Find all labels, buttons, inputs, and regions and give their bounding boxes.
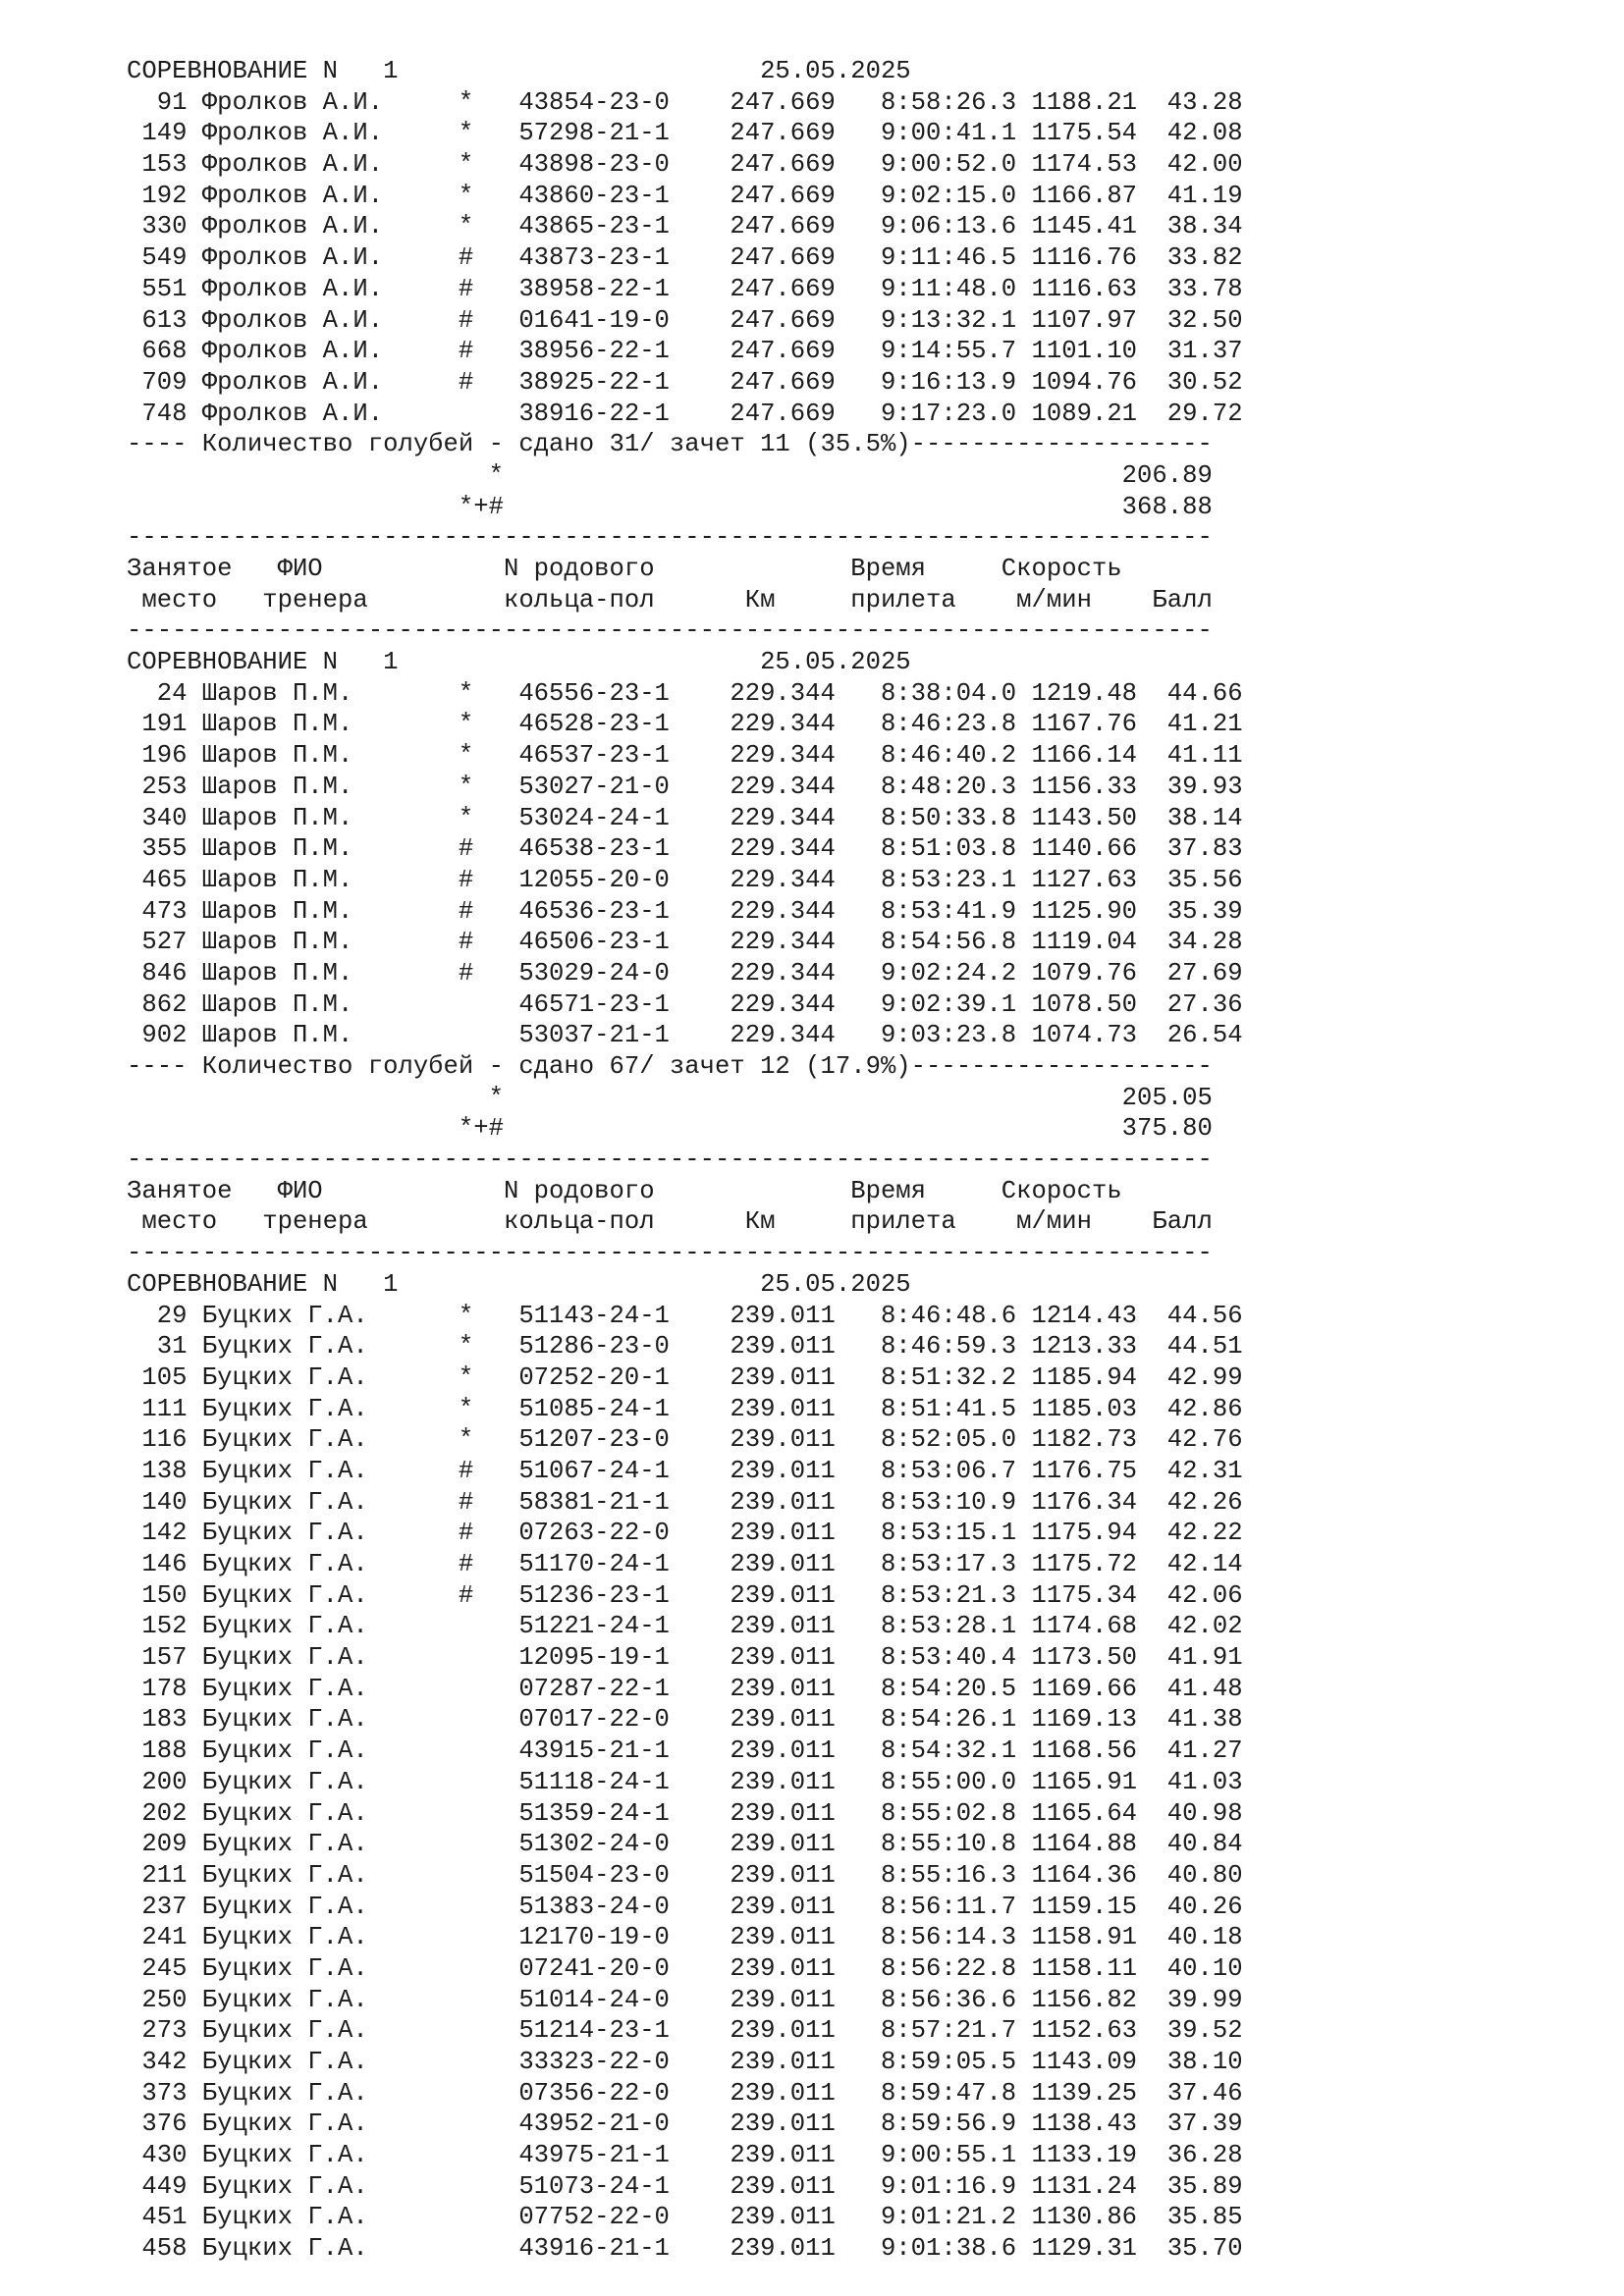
competition-title: СОРЕВНОВАНИЕ N 1 25.05.2025	[127, 1269, 911, 1299]
table-row: 140 Буцких Г.А. # 58381-21-1 239.011 8:53:10.9 1176.34 42.26	[127, 1487, 1243, 1517]
table-row: 149 Фролков А.И. * 57298-21-1 247.669 9:00:41.1 1175.54 42.08	[127, 119, 1243, 148]
table-row: 253 Шаров П.М. * 53027-21-0 229.344 8:48:20.3 1156.33 39.93	[127, 772, 1243, 801]
table-row: 116 Буцких Г.А. * 51207-23-0 239.011 8:52:05.0 1182.73 42.76	[127, 1425, 1243, 1455]
table-row: 183 Буцких Г.А. 07017-22-0 239.011 8:54:26.1 1169.13 41.38	[127, 1705, 1243, 1735]
table-row: 330 Фролков А.И. * 43865-23-1 247.669 9:06:13.6 1145.41 38.34	[127, 212, 1243, 241]
table-row: 376 Буцких Г.А. 43952-21-0 239.011 8:59:56.9 1138.43 37.39	[127, 2109, 1243, 2139]
competition-title: СОРЕВНОВАНИЕ N 1 25.05.2025	[127, 57, 911, 85]
divider-line: ------------------------------------------------------------------------	[127, 616, 1213, 646]
table-header-line2: место тренера кольца-пол Км прилета м/мин Балл	[127, 1207, 1213, 1237]
table-row: 245 Буцких Г.А. 07241-20-0 239.011 8:56:22.8 1158.11 40.10	[127, 1953, 1243, 1983]
summary-line: ---- Количество голубей - сдано 67/ зачет 12 (17.9%)--------------------	[127, 1052, 1213, 1081]
table-row: 465 Шаров П.М. # 12055-20-0 229.344 8:53:23.1 1127.63 35.56	[127, 865, 1243, 894]
table-row: 178 Буцких Г.А. 07287-22-1 239.011 8:54:20.5 1169.66 41.48	[127, 1674, 1243, 1703]
table-row: 31 Буцких Г.А. * 51286-23-0 239.011 8:46:59.3 1213.33 44.51	[127, 1332, 1243, 1362]
table-header-line1: Занятое ФИО N родового Время Скорость	[127, 1176, 1122, 1205]
table-row: 200 Буцких Г.А. 51118-24-1 239.011 8:55:00.0 1165.91 41.03	[127, 1767, 1243, 1796]
table-row: 196 Шаров П.М. * 46537-23-1 229.344 8:46:40.2 1166.14 41.11	[127, 741, 1243, 771]
table-row: 192 Фролков А.И. * 43860-23-1 247.669 9:02:15.0 1166.87 41.19	[127, 181, 1243, 210]
table-row: 111 Буцких Г.А. * 51085-24-1 239.011 8:51:41.5 1185.03 42.86	[127, 1394, 1243, 1423]
table-row: 613 Фролков А.И. # 01641-19-0 247.669 9:13:32.1 1107.97 32.50	[127, 305, 1243, 335]
table-row: 549 Фролков А.И. # 43873-23-1 247.669 9:11:46.5 1116.76 33.82	[127, 243, 1243, 273]
table-row: 846 Шаров П.М. # 53029-24-0 229.344 9:02:24.2 1079.76 27.69	[127, 958, 1243, 988]
table-row: 473 Шаров П.М. # 46536-23-1 229.344 8:53:41.9 1125.90 35.39	[127, 896, 1243, 926]
table-row: 24 Шаров П.М. * 46556-23-1 229.344 8:38:04.0 1219.48 44.66	[127, 678, 1243, 708]
table-row: 373 Буцких Г.А. 07356-22-0 239.011 8:59:47.8 1139.25 37.46	[127, 2078, 1243, 2108]
divider-line: ------------------------------------------------------------------------	[127, 1146, 1213, 1175]
table-row: 191 Шаров П.М. * 46528-23-1 229.344 8:46:23.8 1167.76 41.21	[127, 710, 1243, 739]
results-report	[127, 56, 1599, 2265]
table-row: 157 Буцких Г.А. 12095-19-1 239.011 8:53:40.4 1173.50 41.91	[127, 1643, 1243, 1673]
table-row: 551 Фролков А.И. # 38958-22-1 247.669 9:11:48.0 1116.63 33.78	[127, 274, 1243, 303]
table-row: 241 Буцких Г.А. 12170-19-0 239.011 8:56:14.3 1158.91 40.18	[127, 1923, 1243, 1952]
total-line: *+# 368.88	[127, 492, 1213, 521]
table-row: 458 Буцких Г.А. 43916-21-1 239.011 9:01:38.6 1129.31 35.70	[127, 2234, 1243, 2264]
table-row: 250 Буцких Г.А. 51014-24-0 239.011 8:56:36.6 1156.82 39.99	[127, 1985, 1243, 2014]
table-row: 188 Буцких Г.А. 43915-21-1 239.011 8:54:32.1 1168.56 41.27	[127, 1736, 1243, 1766]
table-row: 340 Шаров П.М. * 53024-24-1 229.344 8:50:33.8 1143.50 38.14	[127, 803, 1243, 832]
total-line: * 206.89	[127, 460, 1213, 490]
table-row: 273 Буцких Г.А. 51214-23-1 239.011 8:57:21.7 1152.63 39.52	[127, 2016, 1243, 2046]
table-row: 902 Шаров П.М. 53037-21-1 229.344 9:03:23.8 1074.73 26.54	[127, 1021, 1243, 1050]
table-row: 527 Шаров П.М. # 46506-23-1 229.344 8:54:56.8 1119.04 34.28	[127, 928, 1243, 957]
table-row: 668 Фролков А.И. # 38956-22-1 247.669 9:14:55.7 1101.10 31.37	[127, 337, 1243, 366]
competition-title: СОРЕВНОВАНИЕ N 1 25.05.2025	[127, 648, 911, 677]
table-row: 202 Буцких Г.А. 51359-24-1 239.011 8:55:02.8 1165.64 40.98	[127, 1798, 1243, 1828]
table-row: 138 Буцких Г.А. # 51067-24-1 239.011 8:53:06.7 1176.75 42.31	[127, 1456, 1243, 1485]
divider-line: ------------------------------------------------------------------------	[127, 1239, 1213, 1268]
table-row: 449 Буцких Г.А. 51073-24-1 239.011 9:01:16.9 1131.24 35.89	[127, 2171, 1243, 2201]
table-row: 237 Буцких Г.А. 51383-24-0 239.011 8:56:11.7 1159.15 40.26	[127, 1892, 1243, 1921]
table-row: 146 Буцких Г.А. # 51170-24-1 239.011 8:53:17.3 1175.72 42.14	[127, 1550, 1243, 1578]
table-row: 211 Буцких Г.А. 51504-23-0 239.011 8:55:16.3 1164.36 40.80	[127, 1860, 1243, 1890]
table-row: 748 Фролков А.И. 38916-22-1 247.669 9:17:23.0 1089.21 29.72	[127, 399, 1243, 428]
divider-line: ------------------------------------------------------------------------	[127, 523, 1213, 553]
total-line: * 205.05	[127, 1083, 1213, 1112]
table-row: 150 Буцких Г.А. # 51236-23-1 239.011 8:53:21.3 1175.34 42.06	[127, 1580, 1243, 1610]
table-row: 355 Шаров П.М. # 46538-23-1 229.344 8:51:03.8 1140.66 37.83	[127, 834, 1243, 864]
table-row: 430 Буцких Г.А. 43975-21-1 239.011 9:00:55.1 1133.19 36.28	[127, 2141, 1243, 2170]
table-row: 29 Буцких Г.А. * 51143-24-1 239.011 8:46:48.6 1214.43 44.56	[127, 1301, 1243, 1330]
table-row: 209 Буцких Г.А. 51302-24-0 239.011 8:55:10.8 1164.88 40.84	[127, 1830, 1243, 1859]
table-row: 152 Буцких Г.А. 51221-24-1 239.011 8:53:28.1 1174.68 42.02	[127, 1612, 1243, 1641]
table-row: 709 Фролков А.И. # 38925-22-1 247.669 9:16:13.9 1094.76 30.52	[127, 367, 1243, 397]
summary-line: ---- Количество голубей - сдано 31/ зачет 11 (35.5%)--------------------	[127, 430, 1213, 459]
table-row: 142 Буцких Г.А. # 07263-22-0 239.011 8:53:15.1 1175.94 42.22	[127, 1519, 1243, 1548]
table-row: 342 Буцких Г.А. 33323-22-0 239.011 8:59:05.5 1143.09 38.10	[127, 2048, 1243, 2076]
table-header-line2: место тренера кольца-пол Км прилета м/мин Балл	[127, 585, 1213, 614]
table-row: 105 Буцких Г.А. * 07252-20-1 239.011 8:51:32.2 1185.94 42.99	[127, 1362, 1243, 1392]
total-line: *+# 375.80	[127, 1114, 1213, 1144]
table-row: 862 Шаров П.М. 46571-23-1 229.344 9:02:39.1 1078.50 27.36	[127, 989, 1243, 1019]
table-row: 153 Фролков А.И. * 43898-23-0 247.669 9:00:52.0 1174.53 42.00	[127, 150, 1243, 180]
table-row: 451 Буцких Г.А. 07752-22-0 239.011 9:01:21.2 1130.86 35.85	[127, 2203, 1243, 2232]
table-row: 91 Фролков А.И. * 43854-23-0 247.669 8:58:26.3 1188.21 43.28	[127, 87, 1243, 117]
table-header-line1: Занятое ФИО N родового Время Скорость	[127, 555, 1122, 583]
